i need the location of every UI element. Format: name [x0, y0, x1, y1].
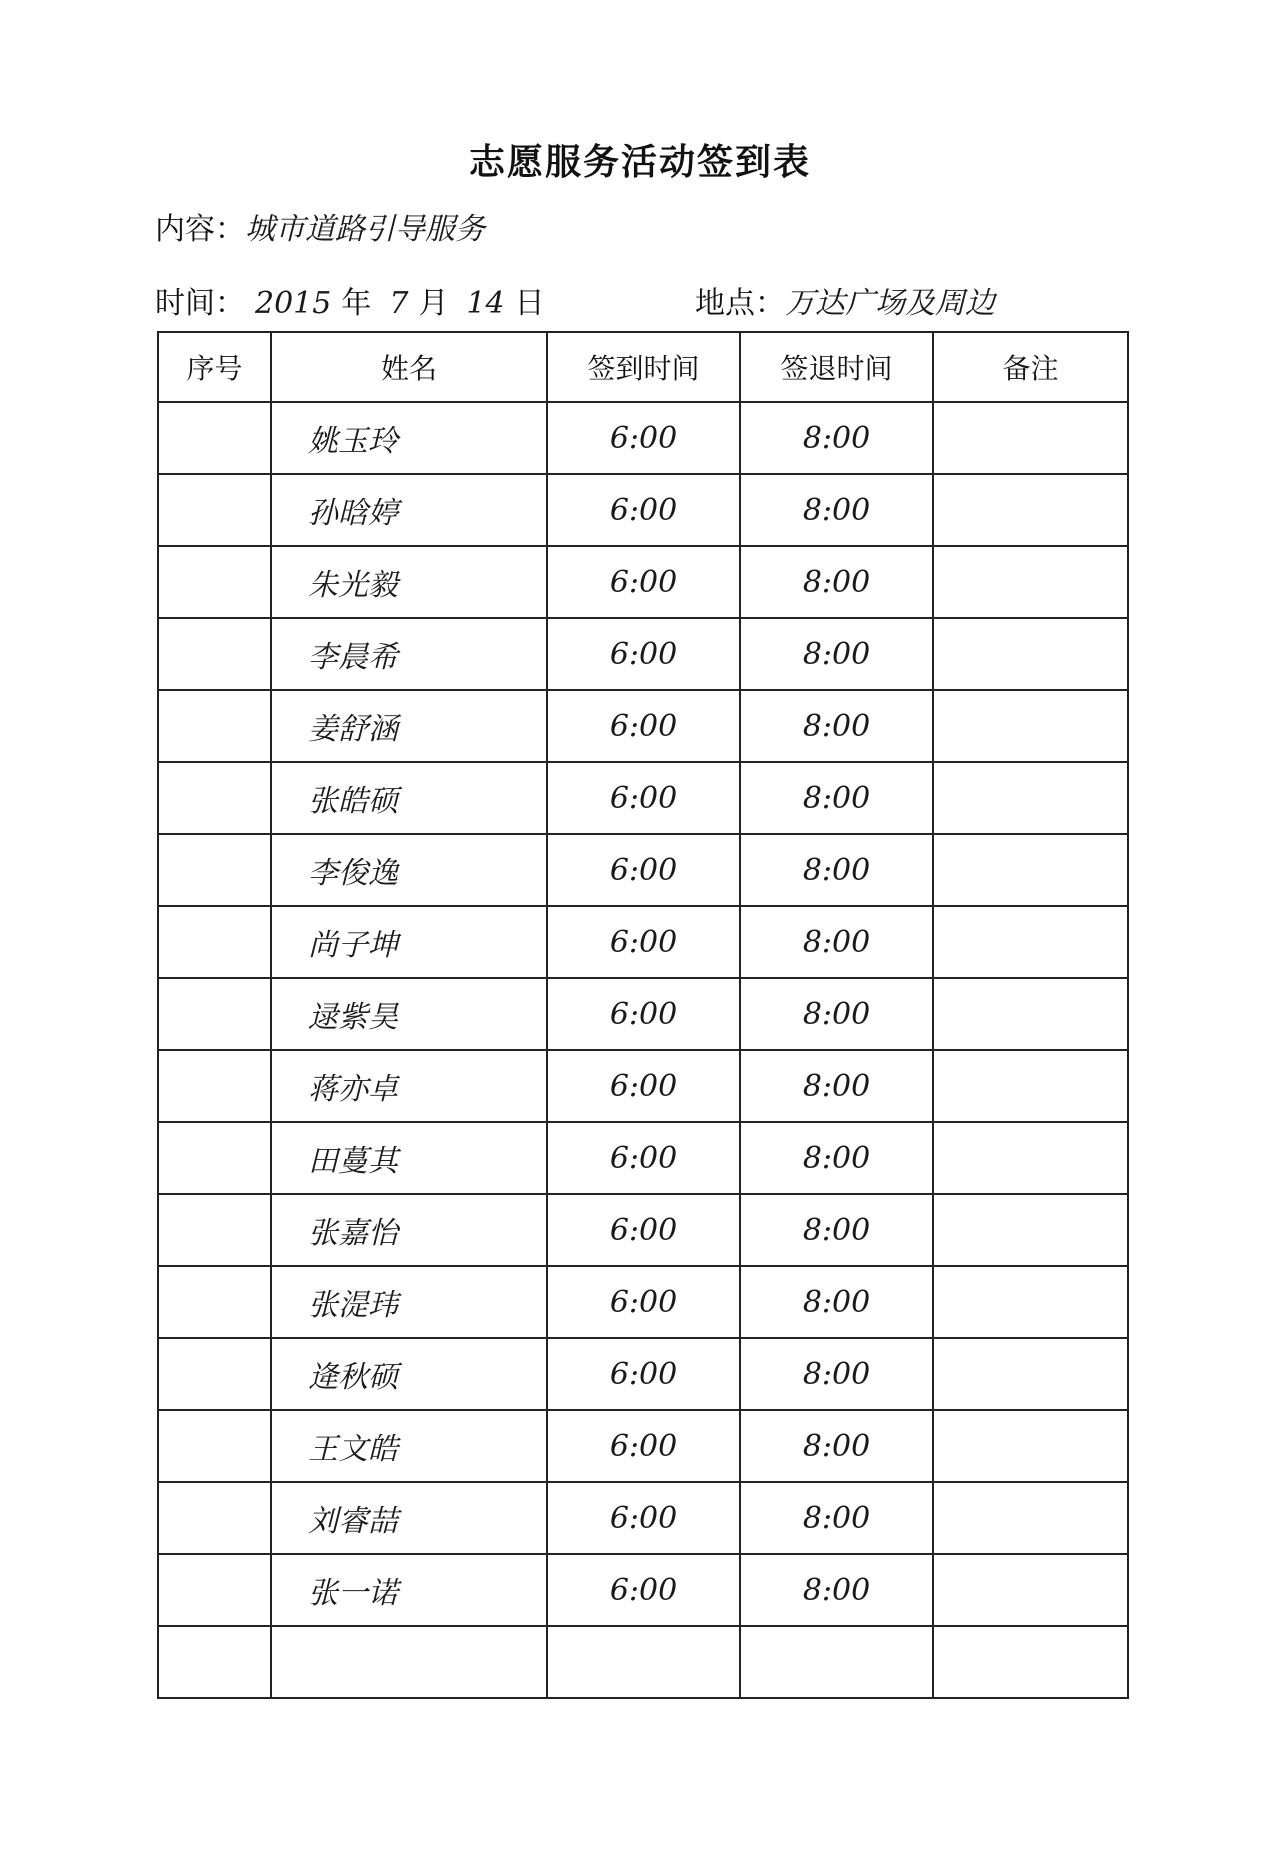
name-cell: 李晨希 [271, 618, 547, 690]
header-note: 备注 [933, 332, 1128, 402]
table-row [158, 690, 1128, 762]
table-row [158, 1554, 1128, 1626]
row-number-cell [158, 1194, 271, 1266]
sign-in-time-cell: 6:00 [547, 1266, 740, 1338]
row-number-cell [158, 618, 271, 690]
row-number-cell [158, 978, 271, 1050]
name-cell: 逄秋硕 [271, 1338, 547, 1410]
sign-out-time-cell [740, 1626, 933, 1698]
sign-in-time-cell: 6:00 [547, 402, 740, 474]
row-number-cell [158, 546, 271, 618]
signin-table [157, 331, 1129, 1699]
note-cell [933, 546, 1128, 618]
table-row [158, 618, 1128, 690]
name-cell: 张皓硕 [271, 762, 547, 834]
table-row [158, 1194, 1128, 1266]
note-cell [933, 1482, 1128, 1554]
name-cell: 刘睿喆 [271, 1482, 547, 1554]
row-number-cell [158, 906, 271, 978]
name-cell: 孙晗婷 [271, 474, 547, 546]
sign-out-time-cell: 8:00 [740, 546, 933, 618]
sign-in-time-cell: 6:00 [547, 690, 740, 762]
header-name: 姓名 [271, 332, 547, 402]
note-cell [933, 402, 1128, 474]
location-value: 万达广场及周边 [785, 286, 995, 321]
name-cell: 李俊逸 [271, 834, 547, 906]
table-row [158, 1410, 1128, 1482]
sign-in-time-cell: 6:00 [547, 1050, 740, 1122]
row-number-cell [158, 1050, 271, 1122]
table-row [158, 1338, 1128, 1410]
table-row [158, 402, 1128, 474]
table-row [158, 546, 1128, 618]
note-cell [933, 474, 1128, 546]
header-no: 序号 [158, 332, 271, 402]
date-label: 时间： [155, 286, 245, 321]
sign-out-time-cell: 8:00 [740, 978, 933, 1050]
sign-in-time-cell: 6:00 [547, 1410, 740, 1482]
note-cell [933, 618, 1128, 690]
sign-in-time-cell: 6:00 [547, 1482, 740, 1554]
name-cell: 田蔓其 [271, 1122, 547, 1194]
note-cell [933, 1626, 1128, 1698]
sign-out-time-cell: 8:00 [740, 1194, 933, 1266]
note-cell [933, 834, 1128, 906]
sign-in-time-cell: 6:00 [547, 978, 740, 1050]
sign-out-time-cell: 8:00 [740, 402, 933, 474]
date-month: 7 [389, 286, 409, 321]
header-sign-in: 签到时间 [547, 332, 740, 402]
content-line [155, 204, 485, 248]
note-cell [933, 1338, 1128, 1410]
name-cell: 姚玉玲 [271, 402, 547, 474]
table-row [158, 978, 1128, 1050]
table-row [158, 1626, 1128, 1698]
name-cell: 尚子坤 [271, 906, 547, 978]
sign-out-time-cell: 8:00 [740, 906, 933, 978]
sign-out-time-cell: 8:00 [740, 1482, 933, 1554]
note-cell [933, 690, 1128, 762]
name-cell: 张嘉怡 [271, 1194, 547, 1266]
content-value: 城市道路引导服务 [245, 212, 485, 247]
date-year-unit: 年 [341, 286, 372, 321]
date-day: 14 [466, 286, 505, 321]
date-month-unit: 月 [418, 286, 449, 321]
row-number-cell [158, 1410, 271, 1482]
name-cell: 张湜玮 [271, 1266, 547, 1338]
name-cell [271, 1626, 547, 1698]
table-row [158, 1266, 1128, 1338]
sign-out-time-cell: 8:00 [740, 1122, 933, 1194]
sign-out-time-cell: 8:00 [740, 618, 933, 690]
date-day-unit: 日 [514, 286, 545, 321]
sign-out-time-cell: 8:00 [740, 474, 933, 546]
sign-out-time-cell: 8:00 [740, 1266, 933, 1338]
table-row [158, 906, 1128, 978]
table-row [158, 474, 1128, 546]
row-number-cell [158, 1554, 271, 1626]
row-number-cell [158, 1266, 271, 1338]
table-body [158, 402, 1128, 1698]
sign-in-time-cell: 6:00 [547, 762, 740, 834]
name-cell: 姜舒涵 [271, 690, 547, 762]
note-cell [933, 1554, 1128, 1626]
sign-in-time-cell: 6:00 [547, 906, 740, 978]
row-number-cell [158, 402, 271, 474]
note-cell [933, 762, 1128, 834]
sign-out-time-cell: 8:00 [740, 762, 933, 834]
location-label: 地点： [695, 286, 785, 321]
sign-in-time-cell: 6:00 [547, 474, 740, 546]
sign-out-time-cell: 8:00 [740, 690, 933, 762]
note-cell [933, 906, 1128, 978]
note-cell [933, 1122, 1128, 1194]
table-row [158, 1122, 1128, 1194]
sign-in-time-cell: 6:00 [547, 1194, 740, 1266]
row-number-cell [158, 1338, 271, 1410]
sign-in-time-cell: 6:00 [547, 1554, 740, 1626]
table-row [158, 834, 1128, 906]
row-number-cell [158, 690, 271, 762]
table-row [158, 1482, 1128, 1554]
name-cell: 蒋亦卓 [271, 1050, 547, 1122]
name-cell: 朱光毅 [271, 546, 547, 618]
row-number-cell [158, 834, 271, 906]
date-line [155, 278, 553, 322]
name-cell: 张一诺 [271, 1554, 547, 1626]
table-row [158, 1050, 1128, 1122]
name-cell: 王文皓 [271, 1410, 547, 1482]
header-sign-out: 签退时间 [740, 332, 933, 402]
sign-in-time-cell [547, 1626, 740, 1698]
sign-in-time-cell: 6:00 [547, 618, 740, 690]
name-cell: 逯紫昊 [271, 978, 547, 1050]
row-number-cell [158, 1626, 271, 1698]
sign-out-time-cell: 8:00 [740, 834, 933, 906]
note-cell [933, 1410, 1128, 1482]
note-cell [933, 978, 1128, 1050]
content-label: 内容： [155, 212, 245, 247]
sign-out-time-cell: 8:00 [740, 1410, 933, 1482]
sign-in-time-cell: 6:00 [547, 834, 740, 906]
page-title: 志愿服务活动签到表 [468, 142, 811, 183]
table-header-row [158, 332, 1128, 402]
note-cell [933, 1194, 1128, 1266]
row-number-cell [158, 762, 271, 834]
table-row [158, 762, 1128, 834]
location-line [695, 278, 995, 322]
note-cell [933, 1266, 1128, 1338]
date-year: 2015 [255, 286, 332, 321]
sign-out-time-cell: 8:00 [740, 1050, 933, 1122]
note-cell [933, 1050, 1128, 1122]
sign-in-time-cell: 6:00 [547, 546, 740, 618]
row-number-cell [158, 1482, 271, 1554]
row-number-cell [158, 1122, 271, 1194]
sign-out-time-cell: 8:00 [740, 1338, 933, 1410]
row-number-cell [158, 474, 271, 546]
sign-in-time-cell: 6:00 [547, 1122, 740, 1194]
sign-out-time-cell: 8:00 [740, 1554, 933, 1626]
sign-in-time-cell: 6:00 [547, 1338, 740, 1410]
